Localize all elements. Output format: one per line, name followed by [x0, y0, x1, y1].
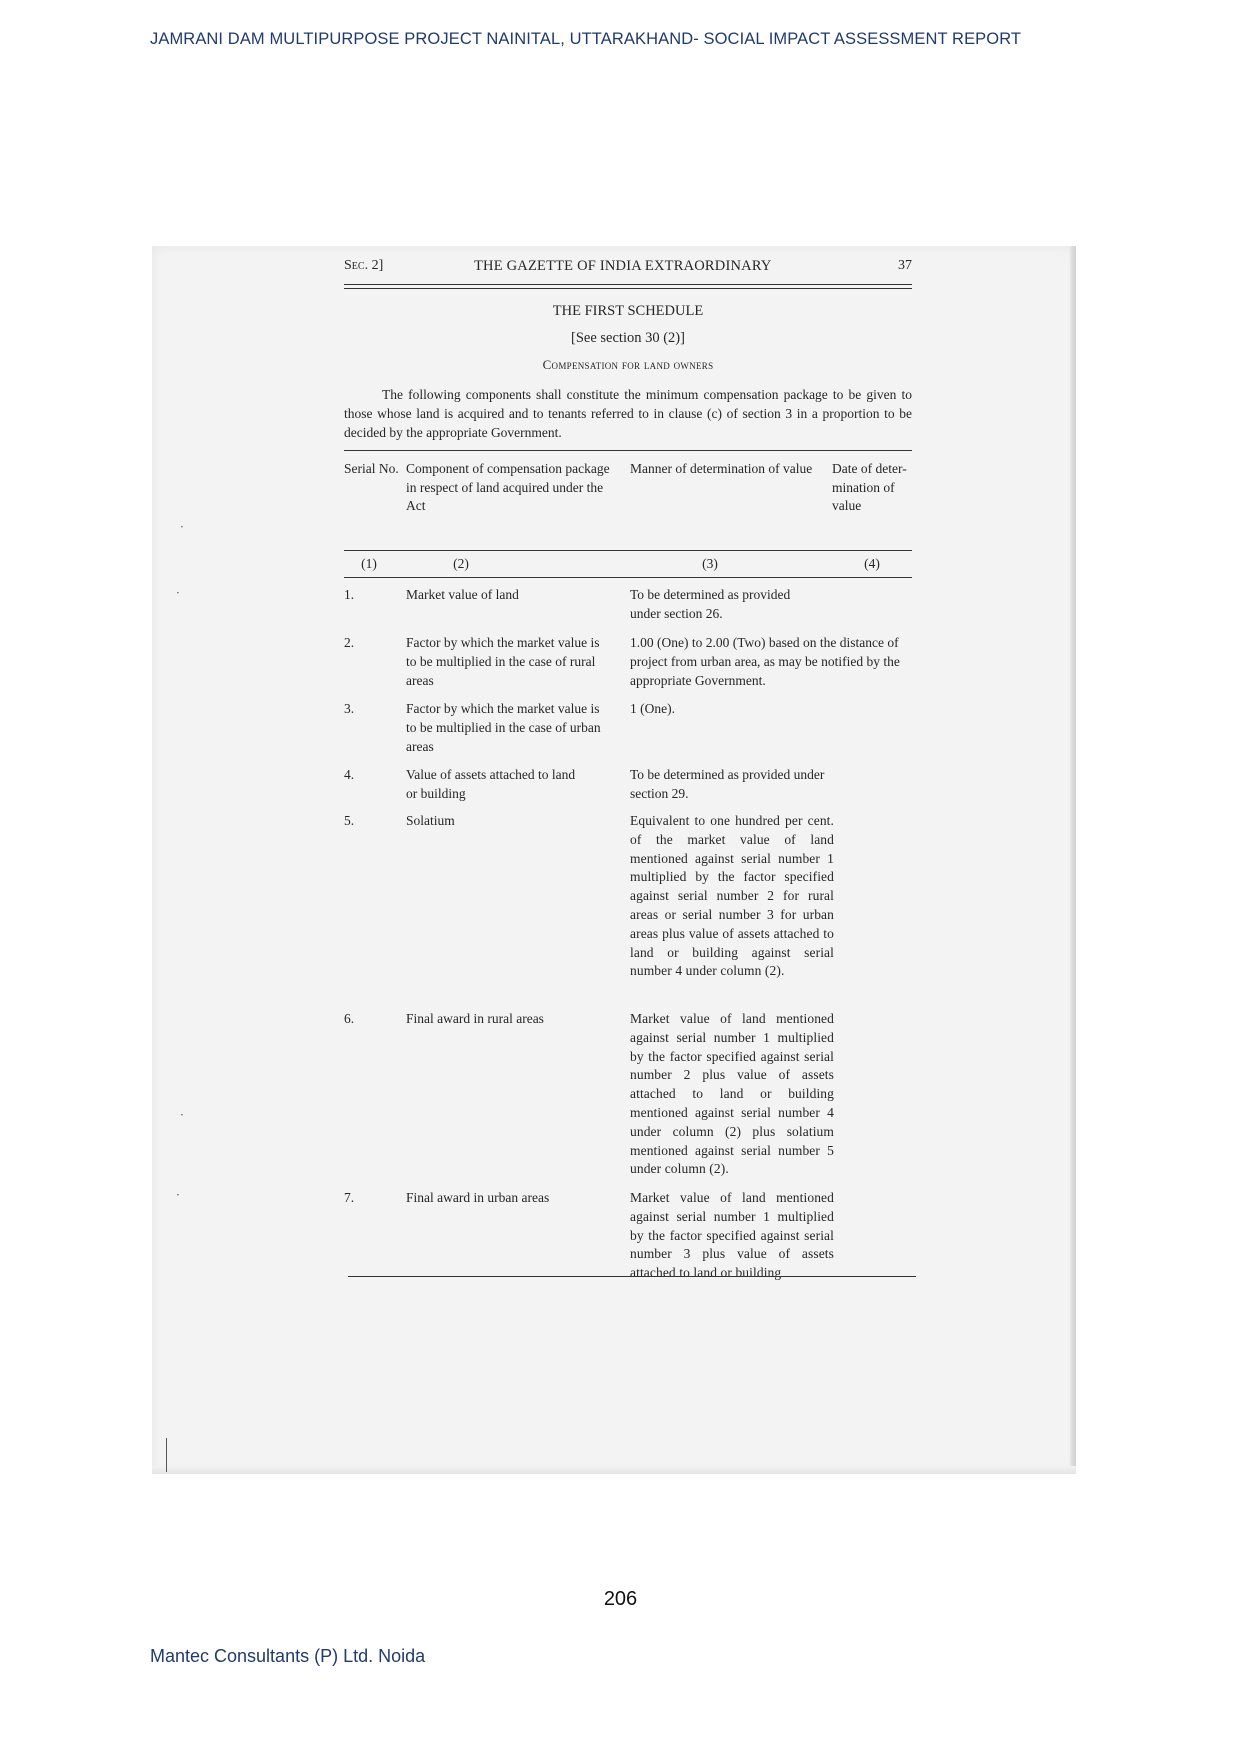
row-manner: Market value of land mentioned against serial number 1 multiplied by the factor specified against serial number 2 plus value of assets attached to land or building mentioned against serial number 4 under column (2) plus solatium mentioned against serial number 5 under column (2). — [630, 1011, 834, 1177]
row-component: Final award in rural areas — [406, 1011, 544, 1026]
gazette-title: THE GAZETTE OF INDIA EXTRAORDINARY — [474, 258, 772, 274]
gazette-header — [344, 258, 912, 280]
row-component: Solatium — [406, 813, 455, 828]
column-number-row — [344, 551, 912, 577]
row-component: Factor by which the market value is to be multiplied in the case of urban areas — [406, 701, 601, 754]
row-component: Market value of land — [406, 587, 519, 602]
row-manner: To be determined as provided under section 29. — [630, 767, 825, 801]
schedule-intro: The following components shall constitute the minimum compensation package to be given to those whose land is acquired and to tenants referred to in clause (c) of section 3 in a proportion to be decided by the appropriate Government. — [344, 387, 912, 440]
column-number: (4) — [864, 556, 880, 571]
column-header-manner: Manner of determination of value — [630, 461, 813, 476]
row-serial: 3. — [344, 701, 355, 716]
column-header-serial: Serial No. — [344, 461, 399, 476]
column-number: (2) — [453, 556, 469, 571]
header-double-rule — [344, 284, 912, 289]
row-component: Value of assets attached to land or building — [406, 767, 576, 801]
row-manner: To be determined as provided under section 26. — [630, 587, 791, 621]
running-footer: Mantec Consultants (P) Ltd. Noida — [150, 1646, 426, 1666]
scan-speck: · — [176, 586, 180, 600]
schedule-caption: Compensation for land owners — [542, 357, 714, 372]
scan-speck: · — [180, 520, 184, 534]
row-serial: 1. — [344, 587, 355, 602]
column-header-date: Date of deter- mination of value — [832, 461, 907, 513]
row-serial: 2. — [344, 635, 355, 650]
row-serial: 6. — [344, 1011, 355, 1026]
table-bottom-rule — [348, 1276, 916, 1277]
table-top-rule — [344, 450, 912, 451]
column-number: (3) — [702, 556, 718, 571]
column-header-component: Component of compensation package in respect of land acquired under the Act — [406, 461, 610, 513]
row-manner: Equivalent to one hundred per cent. of the market value of land mentioned against serial number 1 multiplied by the factor specified against serial number 2 for rural areas or serial number 3 for urban areas plus value of assets attached to land or building against serial number 4 under column (2). — [630, 813, 834, 979]
row-manner: 1.00 (One) to 2.00 (Two) based on the distance of project from urban area, as may be notified by the appropriate Government. — [630, 635, 900, 688]
row-component: Factor by which the market value is to be multiplied in the case of rural areas — [406, 635, 600, 688]
running-header: JAMRANI DAM MULTIPURPOSE PROJECT NAINITAL, UTTARAKHAND- SOCIAL IMPACT ASSESSMENT REPORT — [150, 30, 1022, 48]
column-number: (1) — [361, 556, 377, 571]
schedule-title: THE FIRST SCHEDULE — [552, 303, 704, 319]
scan-speck: · — [176, 1188, 180, 1202]
gazette-section: Sec. 2] — [344, 258, 384, 273]
row-component: Final award in urban areas — [406, 1190, 550, 1205]
row-serial: 7. — [344, 1190, 355, 1205]
row-serial: 4. — [344, 767, 355, 782]
row-manner: 1 (One). — [630, 701, 675, 716]
column-number-rule — [344, 577, 912, 578]
scanned-gazette-page — [152, 246, 1076, 1474]
page-number: 206 — [603, 1588, 638, 1610]
scan-margin-mark — [166, 1438, 167, 1472]
gazette-page — [344, 258, 912, 1281]
table-header-row — [344, 460, 912, 550]
gazette-page-number: 37 — [898, 258, 912, 273]
row-manner: Market value of land mentioned against serial number 1 multiplied by the factor specified against serial number 3 plus value of assets attached to land or building — [630, 1190, 834, 1281]
row-serial: 5. — [344, 813, 355, 828]
scan-edge-shadow — [1070, 246, 1076, 1474]
scan-speck: · — [180, 1108, 184, 1122]
scan-bottom-shadow — [152, 1466, 1076, 1474]
schedule-reference: [See section 30 (2)] — [571, 330, 685, 346]
